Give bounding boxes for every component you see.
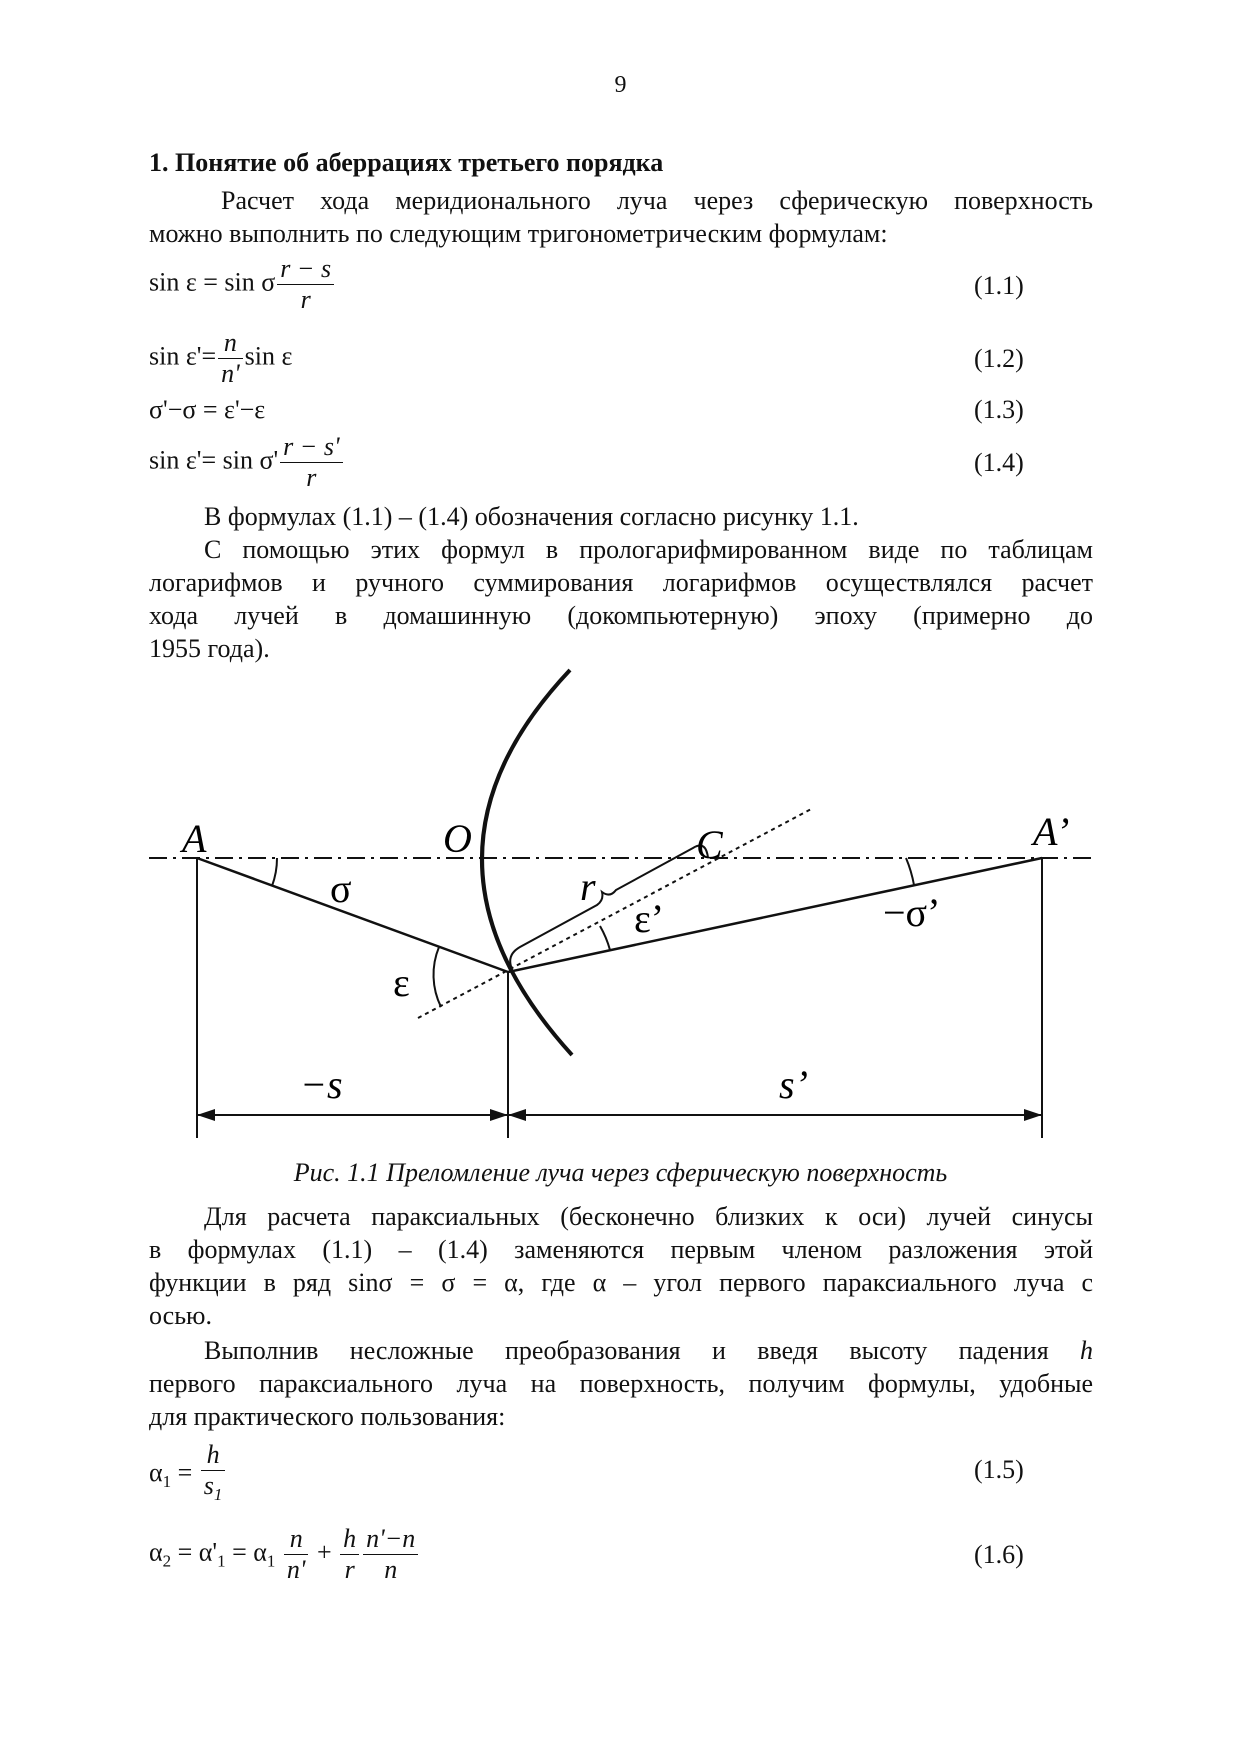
paragraph-paraxial (149, 1200, 1093, 1332)
eq11-numerator: r − s (277, 254, 334, 285)
eq13-number: (1.3) (974, 395, 1024, 424)
eq16-den3: n (384, 1555, 398, 1584)
label-sigma: σ (330, 866, 352, 911)
paragraph-transform (149, 1334, 1093, 1433)
page-number: 9 (614, 72, 627, 98)
paragraph-notation: В формулах (1.1) – (1.4) обозначения согласно рисунку 1.1. (204, 502, 859, 531)
eq16-mid-sub: 1 (217, 1551, 226, 1571)
label-eps: ε (393, 960, 410, 1005)
spherical-surface (482, 670, 572, 1055)
eq16-number: (1.6) (974, 1540, 1024, 1569)
eq16-den1: n' (286, 1555, 306, 1584)
label-s-prime: s’ (779, 1062, 808, 1107)
eq15-denominator (201, 1471, 226, 1510)
eq11-denominator: r (300, 285, 311, 314)
para4-line4: осью. (149, 1301, 212, 1330)
eq15-equals: = (177, 1457, 193, 1487)
eq16-num2: h (340, 1524, 359, 1555)
section-heading: 1. Понятие об аберрациях третьего порядка (149, 148, 664, 177)
label-r: r (580, 864, 596, 909)
label-C: C (696, 822, 723, 867)
eq12-numerator: n (218, 328, 243, 359)
eq16-den2: r (344, 1555, 355, 1584)
eq15-lhs: α (149, 1457, 163, 1487)
label-neg-s: −s (300, 1062, 343, 1107)
label-O: O (443, 816, 472, 861)
para5-h: h (1080, 1336, 1093, 1365)
label-A-prime: A’ (1033, 809, 1070, 854)
para4-line3: функции в ряд sinσ = σ = α, где α – угол первого параксиального луча с (149, 1268, 1093, 1297)
arrow-right-O (490, 1109, 508, 1121)
eq12-denominator: n' (221, 359, 240, 388)
eq12-number: (1.2) (974, 344, 1024, 373)
eq16-fraction-2 (340, 1524, 359, 1585)
figure-caption: Рис. 1.1 Преломление луча через сферическую поверхность (293, 1158, 948, 1187)
arrow-right-A-prime (1024, 1109, 1042, 1121)
para4-line1: Для расчета параксиальных (бесконечно близких к оси) лучей синусы (204, 1202, 1093, 1231)
eq15-den-sub: 1 (213, 1485, 223, 1504)
arc-eps-prime (600, 926, 610, 950)
eq15-numerator: h (201, 1440, 226, 1471)
para5-line1-text: Выполнив несложные преобразования и введя высоту падения (204, 1336, 1049, 1365)
eq15-lhs-sub: 1 (162, 1471, 172, 1491)
para1-line2: можно выполнить по следующим тригонометрическим формулам: (149, 219, 888, 248)
para5-line2: первого параксиального луча на поверхность, получим формулы, удобные (149, 1369, 1093, 1398)
para3-line3: хода лучей в домашинную (докомпьютерную) эпоху (примерно до (149, 601, 1093, 630)
arc-neg-sigma-prime (906, 858, 914, 885)
eq15-fraction (201, 1440, 226, 1510)
eq16-fraction-3 (363, 1524, 418, 1585)
equation-1-5 (149, 1440, 227, 1510)
incident-ray (197, 858, 508, 972)
eq16-num1: n (284, 1524, 309, 1555)
eq16-mid: = α' (177, 1537, 218, 1567)
eq12-lhs: sin ε'= (149, 341, 217, 371)
para5-line3: для практического пользования: (149, 1402, 506, 1431)
arc-sigma (272, 858, 277, 886)
eq16-plus: + (316, 1537, 332, 1567)
equation-1-3: σ'−σ = ε'−ε (149, 395, 266, 424)
label-A: A (182, 816, 207, 861)
eq16-a2-sub: 2 (162, 1551, 172, 1571)
eq16-fraction-1 (284, 1524, 309, 1585)
para4-line2: в формулах (1.1) – (1.4) заменяются первым членом разложения этой (149, 1235, 1093, 1264)
para3-line2: логарифмов и ручного суммирования логарифмов осуществлялся расчет (149, 568, 1093, 597)
para3-line4: 1955 года). (149, 634, 270, 663)
eq12-rhs: sin ε (244, 341, 293, 371)
eq14-lhs: sin ε'= sin σ' (149, 445, 279, 475)
eq16-eq: = α (232, 1537, 267, 1567)
arrow-left-A (197, 1109, 215, 1121)
para3-line1: С помощью этих формул в прологарифмированном виде по таблицам (204, 535, 1093, 564)
eq15-den-s: s (203, 1471, 214, 1500)
equation-1-6 (149, 1524, 420, 1585)
eq16-a1-sub: 1 (266, 1551, 276, 1571)
label-neg-sigma-prime: −σ’ (883, 890, 941, 935)
label-eps-prime: ε’ (634, 896, 665, 941)
para5-line1 (149, 1334, 1093, 1367)
eq16-a2: α (149, 1537, 163, 1567)
eq15-number: (1.5) (974, 1455, 1024, 1484)
eq11-lhs: sin ε = sin σ (149, 267, 276, 297)
arrow-left-O (508, 1109, 526, 1121)
eq14-number: (1.4) (974, 448, 1024, 477)
eq14-numerator: r − s' (280, 432, 342, 463)
eq11-number: (1.1) (974, 271, 1024, 300)
arc-eps (434, 947, 441, 1007)
para1-line1: Расчет хода меридионального луча через сферическую поверхность (221, 186, 1093, 215)
normal-line (418, 808, 813, 1018)
eq14-denominator: r (306, 463, 317, 492)
eq16-num3: n'−n (363, 1524, 418, 1555)
